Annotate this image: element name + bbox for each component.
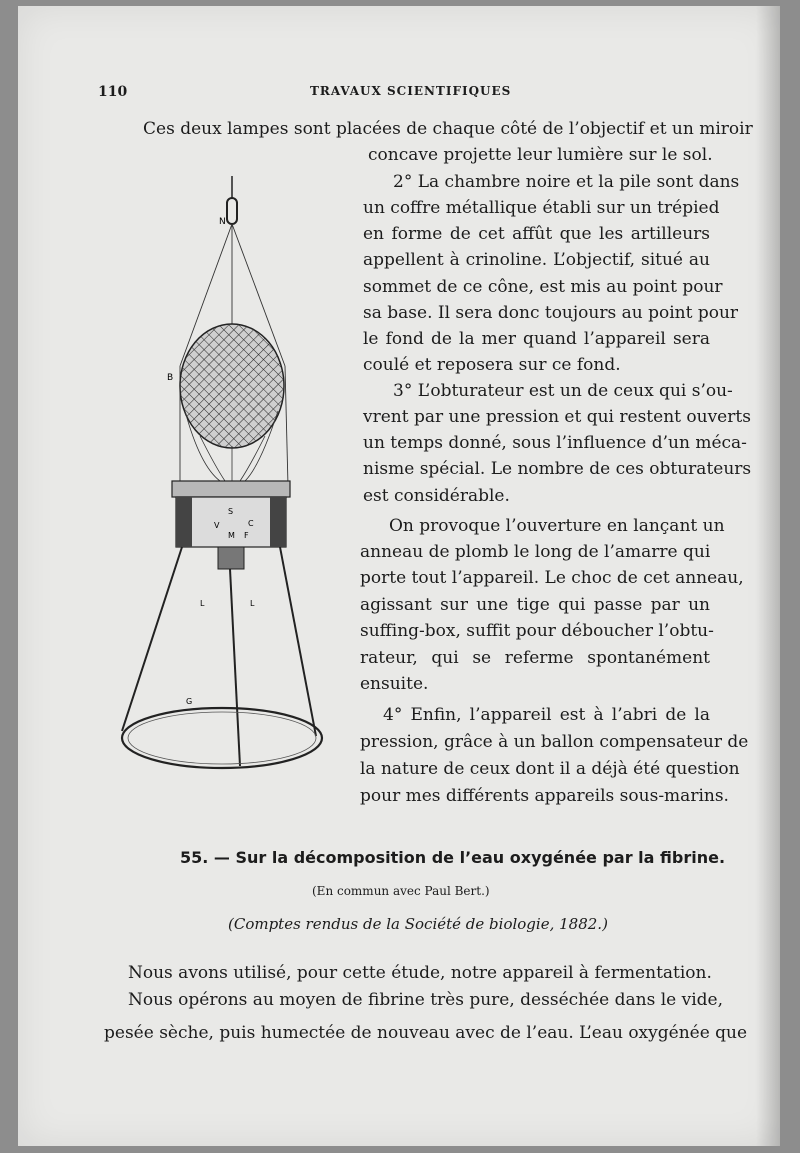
label-b: B <box>167 373 174 383</box>
text-line: 4° Enfin, l’appareil est à l’abri de la <box>383 705 710 725</box>
base-ring <box>122 708 322 768</box>
text-line: vrent par une pression et qui restent ouverts <box>363 407 751 427</box>
text-line: coulé et reposera sur ce fond. <box>363 355 621 375</box>
text-line: pression, grâce à un ballon compensateur de <box>360 732 749 752</box>
text-line: Nous avons utilisé, pour cette étude, notre appareil à fermentation. <box>128 963 712 983</box>
text-line: le fond de la mer quand l’appareil sera <box>363 329 710 349</box>
citation: (Comptes rendus de la Société de biologie, 1882.) <box>228 915 608 933</box>
text-line: 3° L’obturateur est un de ceux qui s’ou- <box>393 381 733 401</box>
text-line: appellent à crinoline. L’objectif, situé au <box>363 250 710 270</box>
label-f: F <box>244 531 249 540</box>
base-ring-inner <box>128 712 316 764</box>
text-line: Ces deux lampes sont placées de chaque côté de l’objectif et un miroir <box>143 119 753 139</box>
text-line: 2° La chambre noire et la pile sont dans <box>393 172 740 192</box>
balloon-net <box>180 324 284 448</box>
text-line: pour mes différents appareils sous-marins. <box>360 786 729 806</box>
text-line: un temps donné, sous l’influence d’un méca- <box>363 433 747 453</box>
text-line: Nous opérons au moyen de fibrine très pure, desséchée dans le vide, <box>128 990 724 1010</box>
section-heading: 55. — Sur la décomposition de l’eau oxygénée par la fibrine. <box>180 848 726 867</box>
label-v: V <box>214 521 220 530</box>
text-line: porte tout l’appareil. Le choc de cet anneau, <box>360 568 744 588</box>
camera-box-top <box>172 481 290 497</box>
lamp-left <box>176 497 192 547</box>
label-l-left: L <box>200 599 205 608</box>
text-line: anneau de plomb le long de l’amarre qui <box>360 542 711 562</box>
label-g: G <box>186 697 193 706</box>
label-n: N <box>219 217 226 227</box>
text-line: nisme spécial. Le nombre de ces obturateurs <box>363 459 752 479</box>
text-line: est considérable. <box>363 486 510 506</box>
page-edge-shadow <box>756 6 780 1146</box>
text-line: suffing-box, suffit pour déboucher l’obtu- <box>360 621 714 641</box>
text-line: la nature de ceux dont il a déjà été question <box>360 759 740 779</box>
text-line: pesée sèche, puis humectée de nouveau avec de l’eau. L’eau oxygénée que <box>104 1023 748 1043</box>
text-line: sa base. Il sera donc toujours au point pour <box>363 303 739 323</box>
objective-lens <box>218 547 244 569</box>
text-line: agissant sur une tige qui passe par un <box>360 595 710 615</box>
text-line: un coffre métallique établi sur un trépied <box>363 198 720 218</box>
text-line: rateur, qui se referme spontanément <box>360 648 710 668</box>
page-number: 110 <box>98 84 128 100</box>
shackle <box>227 198 237 224</box>
lamp-right <box>270 497 286 547</box>
text-line: On provoque l’ouverture en lançant un <box>389 516 725 536</box>
label-m: M <box>228 531 235 540</box>
text-line: en forme de cet affût que les artilleurs <box>363 224 710 244</box>
text-line: concave projette leur lumière sur le sol. <box>368 145 713 165</box>
text-line: ensuite. <box>360 674 429 694</box>
label-l-right: L <box>250 599 255 608</box>
label-s: S <box>228 507 234 516</box>
running-title: TRAVAUX SCIENTIFIQUES <box>310 84 512 98</box>
collaboration-note: (En commun avec Paul Bert.) <box>312 884 490 898</box>
text-line: sommet de ce cône, est mis au point pour <box>363 277 723 297</box>
tripod-legs <box>122 547 316 766</box>
apparatus-illustration <box>110 176 340 776</box>
label-c: C <box>248 519 254 528</box>
